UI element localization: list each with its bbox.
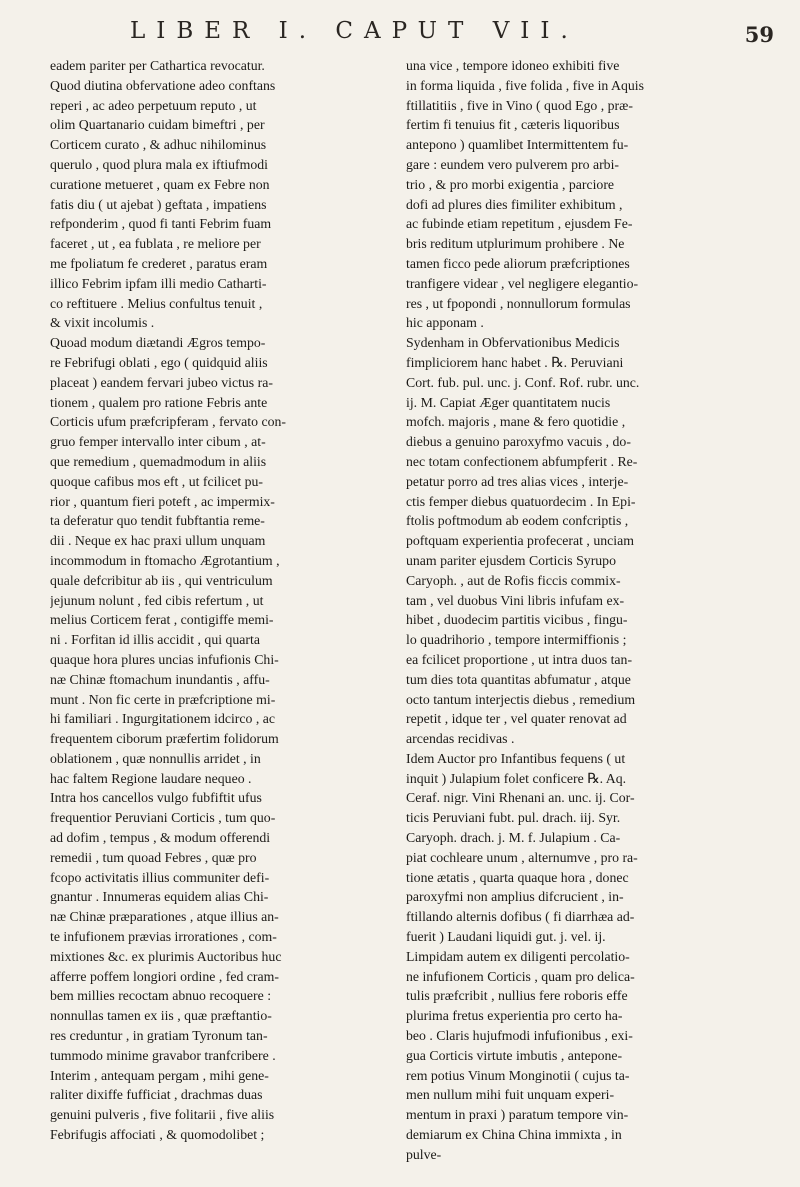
text-line: querulo , quod plura mala ex iftiufmodi — [50, 156, 269, 172]
text-line: lo quadrihorio , tempore intermiffionis ; — [406, 632, 627, 648]
page-header — [50, 14, 778, 50]
text-line: remedii , tum quoad Febres , quæ pro — [50, 849, 257, 865]
text-line: octo tantum interjectis diebus , remedium — [406, 691, 636, 707]
text-line: unam pariter ejusdem Corticis Syrupo — [406, 552, 616, 568]
text-line: inquit ) Julapium folet conficere ℞. Aq. — [406, 770, 627, 786]
text-line: Quod diutina obfervatione adeo conftans — [50, 77, 276, 93]
text-line: res creduntur , in gratiam Tyronum tan- — [50, 1028, 268, 1044]
text-line: fcopo activitatis illius communiter defi- — [50, 869, 270, 885]
text-line: gnantur . Innumeras equidem alias Chi- — [50, 889, 269, 905]
text-line: ticis Peruviani fubt. pul. drach. iij. Syr. — [406, 810, 621, 826]
text-line: petatur porro ad tres alias vices , interje- — [406, 473, 629, 489]
text-line: frequentior Peruviani Corticis , tum quo- — [50, 810, 276, 826]
text-line: paroxyfmi non amplius difcrucient , in- — [406, 889, 624, 905]
text-line: me fpoliatum fe crederet , paratus eram — [50, 255, 268, 271]
text-line: diebus a genuino paroxyfmo vacuis , do- — [406, 434, 631, 450]
text-line: trio , & pro morbi exigentia , parciore — [406, 176, 615, 192]
text-line: mixtiones &c. ex plurimis Auctoribus huc — [50, 948, 282, 964]
text-line: nonnullas tamen ex iis , quæ præftantio- — [50, 1008, 272, 1024]
text-line: dii . Neque ex hac praxi ullum unquam — [50, 533, 266, 549]
text-line: gare : eundem vero pulverem pro arbi- — [406, 156, 619, 172]
text-line: gruo femper intervallo inter cibum , at- — [50, 434, 266, 450]
text-line: tione ætatis , quarta quaque hora , donec — [406, 869, 629, 885]
text-line: res , ut fpopondi , nonnullorum formulas — [406, 295, 631, 311]
text-line: poftquam experientia profecerat , unciam — [406, 533, 634, 549]
text-line: ftolis poftmodum ab eodem confcriptis , — [406, 513, 629, 529]
text-line: & vixit incolumis . — [50, 315, 155, 331]
text-line: næ Chinæ ftomachum inundantis , affu- — [50, 671, 270, 687]
text-line: ftillatitiis , five in Vino ( quod Ego , præ- — [406, 97, 633, 113]
text-line: bris reditum utplurimum prohibere . Ne — [406, 236, 625, 252]
text-line: tionem , qualem pro ratione Febris ante — [50, 394, 268, 410]
text-line: fatis diu ( ut ajebat ) geftata , impatiens — [50, 196, 267, 212]
text-line: afferre poffem longiori ordine , fed cram- — [50, 968, 279, 984]
text-line: hic apponam . — [406, 315, 484, 331]
text-line: Limpidam autem ex diligenti percolatio- — [406, 948, 630, 964]
text-line: quoque cafibus mos eft , ut fcilicet pu- — [50, 473, 264, 489]
text-line: una vice , tempore idoneo exhibiti five — [406, 58, 620, 73]
text-line: Caryoph. , aut de Rofis ficcis commix- — [406, 572, 621, 588]
text-line: tamen ficco pede aliorum præfcriptiones — [406, 255, 630, 271]
text-line: repetit , idque ter , vel quater renovat ad — [406, 711, 627, 727]
text-line: tam , vel duobus Vini libris infufam ex- — [406, 592, 625, 608]
text-line: arcendas recidivas . — [406, 731, 515, 747]
right-column — [406, 56, 778, 1165]
text-line: incommodum in ftomacho Ægrotantium , — [50, 552, 280, 568]
text-line: nec totam confectionem abfumpferit . Re- — [406, 453, 638, 469]
text-line: tummodo minime gravabor tranfcribere . — [50, 1047, 276, 1063]
text-line: jejunum nolunt , fed cibis refertum , ut — [50, 592, 264, 608]
text-line: ea fcilicet proportione , ut intra duos tan- — [406, 651, 633, 667]
text-columns — [50, 56, 778, 1165]
text-line: faceret , ut , ea fublata , re meliore per — [50, 236, 261, 252]
text-line: gua Corticis virtute imbutis , antepone- — [406, 1047, 623, 1063]
text-line: ftillando alternis dofibus ( fi diarrhæa ad- — [406, 909, 635, 925]
text-line: ac fubinde etiam repetitum , ejusdem Fe- — [406, 216, 633, 232]
text-line: refponderim , quod fi tanti Febrim fuam — [50, 216, 272, 232]
text-line: ne infufionem Corticis , quam pro delica- — [406, 968, 635, 984]
text-line: næ Chinæ præparationes , atque illius an- — [50, 909, 279, 925]
text-line: frequentem ciborum præfertim folidorum — [50, 731, 279, 747]
text-line: quale defcribitur ab iis , qui ventriculum — [50, 572, 273, 588]
text-line: Corticem curato , & adhuc nihilominus — [50, 137, 267, 153]
text-line: fertim fi tenuius fit , cæteris liquoribus — [406, 117, 620, 133]
page-number: 59 — [744, 22, 774, 47]
text-line: plurima fretus experientia pro certo ha- — [406, 1008, 623, 1024]
text-line: Cort. fub. pul. unc. j. Conf. Rof. rubr. unc. — [406, 374, 640, 390]
text-line: munt . Non fic certe in præfcriptione mi- — [50, 691, 276, 707]
text-line: quaque hora plures uncias infufionis Chi- — [50, 651, 279, 667]
text-line: Febrifugis affociati , & quomodolibet ; — [50, 1127, 265, 1143]
text-line: mentum in praxi ) paratum tempore vin- — [406, 1107, 629, 1123]
text-line: demiarum ex China China immixta , in — [406, 1127, 622, 1143]
text-line: rior , quantum fieri poteft , ac impermix- — [50, 493, 275, 509]
text-line: Caryoph. drach. j. M. f. Julapium . Ca- — [406, 830, 621, 846]
text-line: hi familiari . Ingurgitationem idcirco , ac — [50, 711, 276, 727]
text-line: genuini pulveris , five folitarii , five aliis — [50, 1107, 275, 1123]
text-line: reperi , ac adeo perpetuum reputo , ut — [50, 97, 257, 113]
text-line: Sydenham in Obfervationibus Medicis — [406, 335, 620, 351]
text-line: rem potius Vinum Monginotii ( cujus ta- — [406, 1067, 630, 1083]
text-line: ctis femper diebus quatuordecim . In Epi- — [406, 493, 636, 509]
text-line: tranfigere videar , vel negligere elegantio- — [406, 275, 639, 291]
text-line: eadem pariter per Cathartica revocatur. — [50, 58, 265, 73]
text-line: co reftituere . Melius confultus tenuit , — [50, 295, 263, 311]
text-line: que remedium , quemadmodum in aliis — [50, 453, 267, 469]
text-line: raliter dixiffe fufficiat , drachmas duas — [50, 1087, 263, 1103]
text-line: oblationem , quæ nonnullis arridet , in — [50, 750, 261, 766]
text-line: hibet , duodecim partitis vicibus , fingu- — [406, 612, 628, 628]
text-line: fimpliciorem hanc habet . ℞. Peruviani — [406, 354, 624, 370]
text-line: ta deferatur quo tendit fubftantia reme- — [50, 513, 265, 529]
text-line: Idem Auctor pro Infantibus fequens ( ut — [406, 750, 626, 766]
text-line: pulve- — [406, 1146, 442, 1162]
text-line: in forma liquida , five folida , five in Aquis — [406, 77, 644, 93]
text-line: tum dies tota quantitas abfumatur , atque — [406, 671, 631, 687]
text-line: piat cochleare unum , alternumve , pro ra- — [406, 849, 638, 865]
text-line: ad dofim , tempus , & modum offerendi — [50, 830, 271, 846]
text-line: Corticis ufum præfcripferam , fervato con- — [50, 414, 286, 430]
text-line: Quoad modum diætandi Ægros tempo- — [50, 335, 266, 351]
text-line: bem millies recoctam abnuo recoquere : — [50, 988, 272, 1004]
text-line: ij. M. Capiat Æger quantitatem nucis — [406, 394, 611, 410]
text-line: fuerit ) Laudani liquidi gut. j. vel. ij. — [406, 929, 606, 945]
text-line: ni . Forfitan id illis accidit , qui quarta — [50, 632, 260, 648]
text-line: dofi ad plures dies fimiliter exhibitum , — [406, 196, 623, 212]
text-line: tulis præfcribit , nullius fere roboris effe — [406, 988, 628, 1004]
text-line: men nullum mihi fuit unquam experi- — [406, 1087, 615, 1103]
left-column — [50, 56, 400, 1165]
text-line: placeat ) eandem fervari jubeo victus ra- — [50, 374, 273, 390]
text-line: te infufionem prævias irrorationes , com- — [50, 929, 277, 945]
text-line: Interim , antequam pergam , mihi gene- — [50, 1067, 269, 1083]
text-line: melius Corticem ferat , contigiffe memi- — [50, 612, 274, 628]
text-line: mofch. majoris , mane & fero quotidie , — [406, 414, 626, 430]
running-head: LIBER I. CAPUT VII. — [130, 18, 579, 44]
text-line: antepono ) quamlibet Intermittentem fu- — [406, 137, 629, 153]
text-line: beo . Claris hujufmodi infufionibus , exi- — [406, 1028, 633, 1044]
text-line: Intra hos cancellos vulgo fubfiftit ufus — [50, 790, 262, 806]
text-line: olim Quartanario cuidam bimeftri , per — [50, 117, 265, 133]
text-line: hac faltem Regione laudare nequeo . — [50, 770, 252, 786]
text-line: Ceraf. nigr. Vini Rhenani an. unc. ij. Cor- — [406, 790, 635, 806]
text-line: curatione metueret , quam ex Febre non — [50, 176, 270, 192]
text-line: illico Febrim ipfam illi medio Catharti- — [50, 275, 267, 291]
text-line: re Febrifugi oblati , ego ( quidquid aliis — [50, 354, 268, 370]
